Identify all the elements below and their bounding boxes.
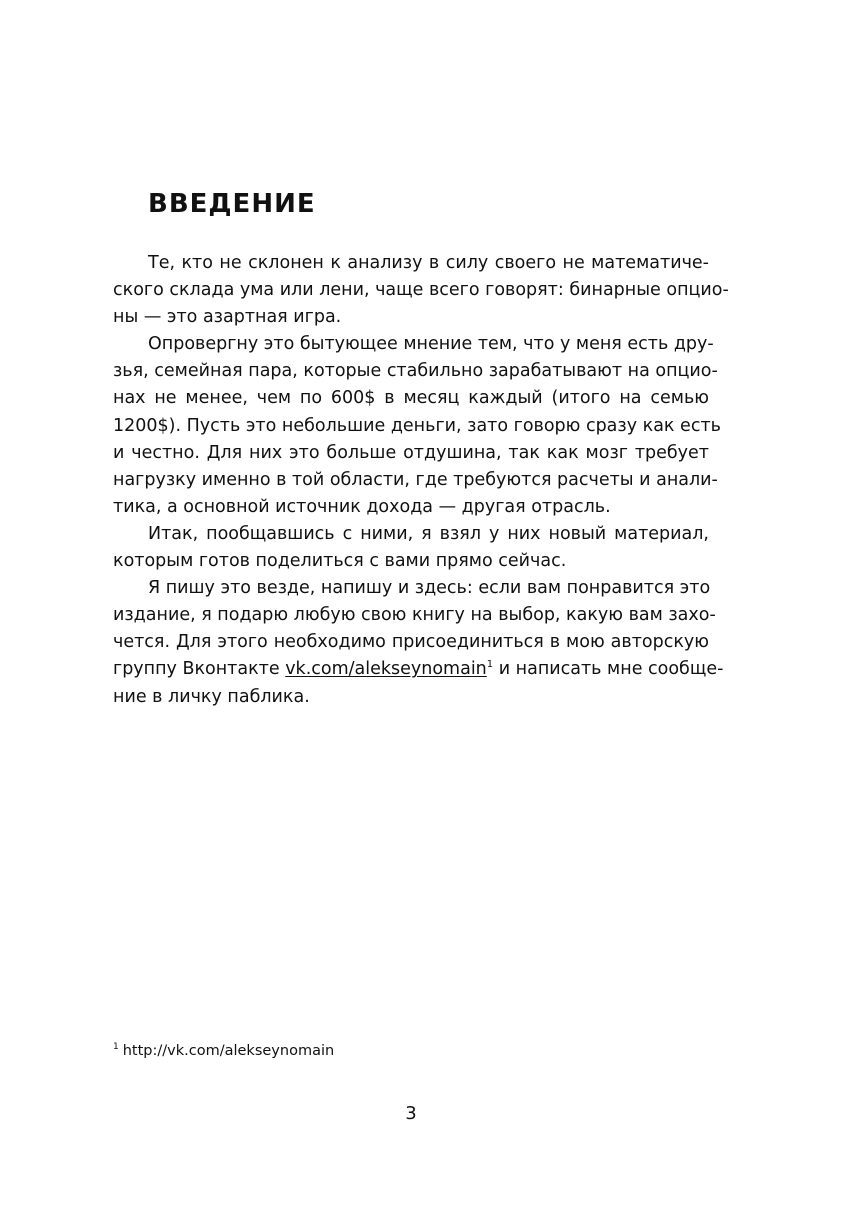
paragraph-4-line-4-text-before: группу Вконтакте <box>113 659 286 680</box>
chapter-heading: ВВЕДЕНИЕ <box>148 189 316 219</box>
paragraph-3-line-2: которым готов поделиться с вами прямо сейчас. <box>113 551 567 572</box>
paragraph-4-line-4-text-after: и написать мне сообще- <box>493 659 724 680</box>
paragraph-4-line-4 <box>113 656 724 683</box>
paragraph-4-line-2: издание, я подарю любую свою книгу на выбор, какую вам захо- <box>113 605 716 626</box>
page-number: 3 <box>405 1103 417 1124</box>
paragraph-2-line-5: и честно. Для них это больше отдушина, так как мозг требует <box>113 442 709 463</box>
paragraph-2-line-3: нах не менее, чем по 600$ в месяц каждый (итого на семью <box>113 388 709 409</box>
chapter-body <box>113 250 729 711</box>
paragraph-1-line-3: ны — это азартная игра. <box>113 307 342 328</box>
footnote-text: http://vk.com/alekseynomain <box>122 1043 335 1059</box>
paragraph-2-line-2: зья, семейная пара, которые стабильно зарабатывают на опцио- <box>113 361 718 382</box>
footnote <box>113 1041 334 1061</box>
footnote-reference-mark: 1 <box>486 659 494 671</box>
paragraph-2-line-6: нагрузку именно в той области, где требуются расчеты и анали- <box>113 469 718 490</box>
vk-group-link[interactable]: vk.com/alekseynomain <box>285 659 487 680</box>
paragraph-1-line-2: ского склада ума или лени, чаще всего говорят: бинарные опцио- <box>113 280 729 301</box>
paragraph-4-line-1: Я пишу это везде, напишу и здесь: если вам понравится это <box>148 578 711 599</box>
paragraph-3-line-1: Итак, пообщавшись с ними, я взял у них новый материал, <box>148 523 709 544</box>
paragraph-2-line-1: Опровергну это бытующее мнение тем, что у меня есть дру- <box>148 334 714 355</box>
footnote-mark: 1 <box>113 1042 119 1052</box>
paragraph-4-line-3: чется. Для этого необходимо присоединиться в мою авторскую <box>113 632 709 653</box>
paragraph-4-line-5: ние в личку паблика. <box>113 686 310 707</box>
paragraph-2-line-4: 1200$). Пусть это небольшие деньги, зато говорю сразу как есть <box>113 415 721 436</box>
paragraph-2-line-7: тика, а основной источник дохода — другая отрасль. <box>113 496 611 517</box>
paragraph-1-line-1: Те, кто не склонен к анализу в силу своего не математиче- <box>148 253 709 273</box>
